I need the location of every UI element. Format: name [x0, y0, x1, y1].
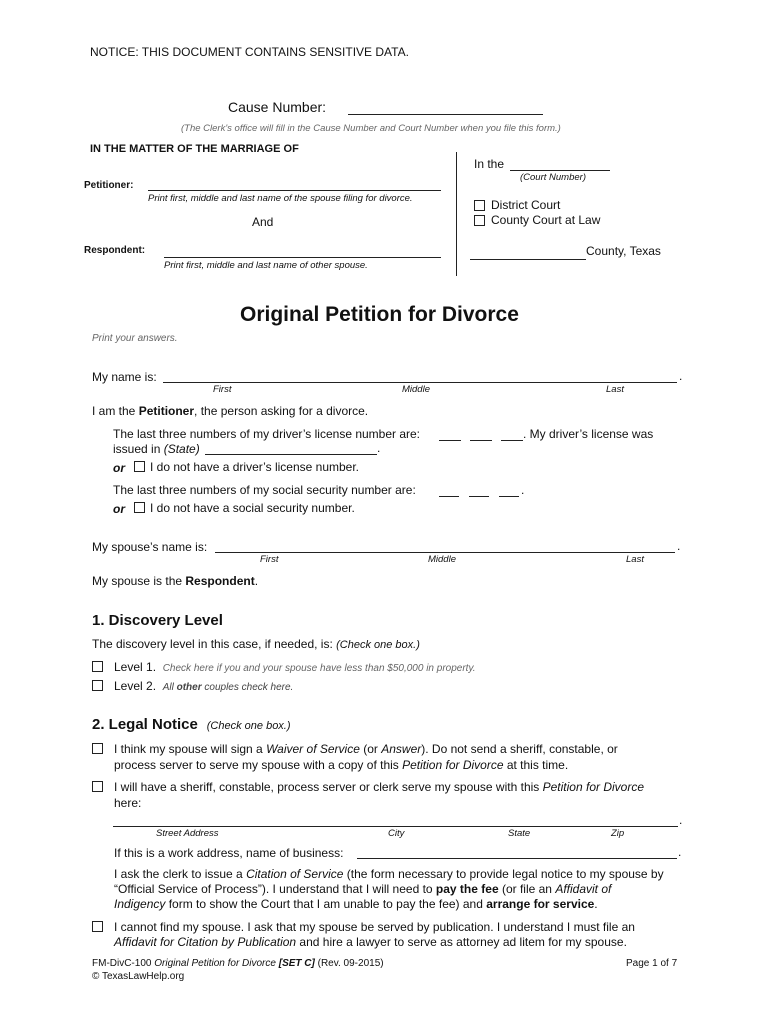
no-license-checkbox[interactable] — [134, 461, 145, 472]
no-ssn-label: I do not have a social security number. — [150, 501, 355, 515]
court-number-hint: (Court Number) — [520, 172, 586, 183]
clerk-line2: “Official Service of Process”). I understand that I will need to pay the fee (or file an Affidavit of — [114, 882, 612, 896]
legal-notice-heading: 2. Legal Notice (Check one box.) — [92, 716, 291, 733]
spouse-name-period: . — [677, 539, 681, 553]
district-court-label: District Court — [491, 198, 561, 212]
county-court-checkbox[interactable] — [474, 215, 485, 226]
my-name-field[interactable] — [163, 382, 677, 383]
ssn-end: . — [521, 483, 525, 497]
license-digit-2[interactable] — [470, 440, 492, 441]
address-period: . — [679, 813, 683, 827]
my-name-label: My name is: — [92, 370, 157, 384]
respondent-name-field[interactable] — [164, 257, 441, 258]
respondent-label: Respondent: — [84, 245, 146, 256]
petitioner-sentence: I am the Petitioner, the person asking for a divorce. — [92, 404, 369, 418]
service-address-field[interactable] — [113, 826, 678, 827]
spouse-respondent-sentence: My spouse is the Respondent. — [92, 574, 259, 588]
copyright-footer: © TexasLawHelp.org — [92, 971, 185, 982]
level2-checkbox[interactable] — [92, 680, 103, 691]
county-field[interactable] — [470, 259, 586, 260]
level1-label: Level 1. Check here if you and your spouse have less than $50,000 in property. — [114, 660, 476, 674]
print-answers-hint: Print your answers. — [92, 333, 178, 344]
license-digit-3[interactable] — [501, 440, 523, 441]
caption-divider — [456, 152, 457, 276]
ssn-digit-1[interactable] — [439, 496, 459, 497]
license-line1-end: . My driver’s license was — [523, 427, 654, 441]
serve-line2: here: — [114, 796, 142, 810]
publication-checkbox[interactable] — [92, 921, 103, 932]
my-name-first-hint: First — [213, 384, 232, 395]
respondent-hint: Print first, middle and last name of other spouse. — [164, 260, 368, 271]
spouse-name-field[interactable] — [215, 552, 675, 553]
court-number-field[interactable] — [510, 170, 610, 171]
license-digit-1[interactable] — [439, 440, 461, 441]
cause-number-label: Cause Number: — [228, 99, 327, 115]
my-name-period: . — [679, 369, 683, 383]
license-state-period: . — [377, 441, 381, 455]
spouse-last-hint: Last — [626, 554, 644, 565]
form-title: Original Petition for Divorce — [240, 303, 519, 326]
zip-hint: Zip — [611, 828, 625, 839]
spouse-first-hint: First — [260, 554, 279, 565]
serve-spouse-checkbox[interactable] — [92, 781, 103, 792]
license-or: or — [113, 461, 125, 475]
state-hint: State — [508, 828, 531, 839]
cause-number-field[interactable] — [348, 114, 543, 115]
in-the-label: In the — [474, 157, 505, 171]
ssn-line: The last three numbers of my social security number are: — [113, 483, 416, 497]
street-hint: Street Address — [156, 828, 219, 839]
license-line1: The last three numbers of my driver’s license number are: — [113, 427, 421, 441]
business-name-field[interactable] — [357, 858, 677, 859]
no-license-label: I do not have a driver’s license number. — [150, 460, 360, 474]
level1-checkbox[interactable] — [92, 661, 103, 672]
clerk-line3: Indigency form to show the Court that I am unable to pay the fee) and arrange for service. — [114, 897, 598, 911]
city-hint: City — [388, 828, 405, 839]
matter-heading: IN THE MATTER OF THE MARRIAGE OF — [90, 143, 299, 155]
spouse-middle-hint: Middle — [428, 554, 456, 565]
and-label: And — [252, 215, 274, 229]
page-number: Page 1 of 7 — [626, 958, 678, 969]
waiver-line1: I think my spouse will sign a Waiver of Service (or Answer). Do not send a sheriff, constable, or — [114, 742, 618, 756]
my-name-middle-hint: Middle — [402, 384, 430, 395]
publication-line2: Affidavit for Citation by Publication and hire a lawyer to serve as attorney ad litem for my spouse. — [114, 935, 627, 949]
petitioner-name-field[interactable] — [148, 190, 441, 191]
ssn-digit-3[interactable] — [499, 496, 519, 497]
work-period: . — [678, 845, 682, 859]
cause-number-hint: (The Clerk's office will fill in the Cause Number and Court Number when you file this form.) — [181, 123, 561, 134]
waiver-checkbox[interactable] — [92, 743, 103, 754]
petitioner-hint: Print first, middle and last name of the spouse filing for divorce. — [148, 193, 413, 204]
clerk-line1: I ask the clerk to issue a Citation of Service (the form necessary to provide legal notice to my spouse by — [114, 867, 664, 881]
no-ssn-checkbox[interactable] — [134, 502, 145, 513]
district-court-checkbox[interactable] — [474, 200, 485, 211]
spouse-name-label: My spouse’s name is: — [92, 540, 208, 554]
petitioner-label: Petitioner: — [84, 180, 134, 191]
my-name-last-hint: Last — [606, 384, 624, 395]
license-line2: issued in (State) — [113, 442, 200, 456]
license-state-field[interactable] — [205, 454, 377, 455]
discovery-intro: The discovery level in this case, if needed, is: (Check one box.) — [92, 637, 420, 651]
form-id-footer: FM-DivC-100 Original Petition for Divorce [SET C] (Rev. 09-2015) — [92, 958, 384, 969]
waiver-line2: process server to serve my spouse with a copy of this Petition for Divorce at this time. — [114, 758, 569, 772]
publication-line1: I cannot find my spouse. I ask that my spouse be served by publication. I understand I must file an — [114, 920, 635, 934]
ssn-digit-2[interactable] — [469, 496, 489, 497]
level2-label: Level 2. All other couples check here. — [114, 679, 294, 693]
county-texas-label: County, Texas — [586, 244, 661, 258]
county-court-label: County Court at Law — [491, 213, 601, 227]
discovery-level-heading: 1. Discovery Level — [92, 612, 223, 629]
work-address-label: If this is a work address, name of business: — [114, 846, 344, 860]
serve-line1: I will have a sheriff, constable, process server or clerk serve my spouse with this Petition for Divorce — [114, 780, 644, 794]
ssn-or: or — [113, 502, 125, 516]
sensitive-notice: NOTICE: THIS DOCUMENT CONTAINS SENSITIVE DATA. — [90, 45, 409, 59]
